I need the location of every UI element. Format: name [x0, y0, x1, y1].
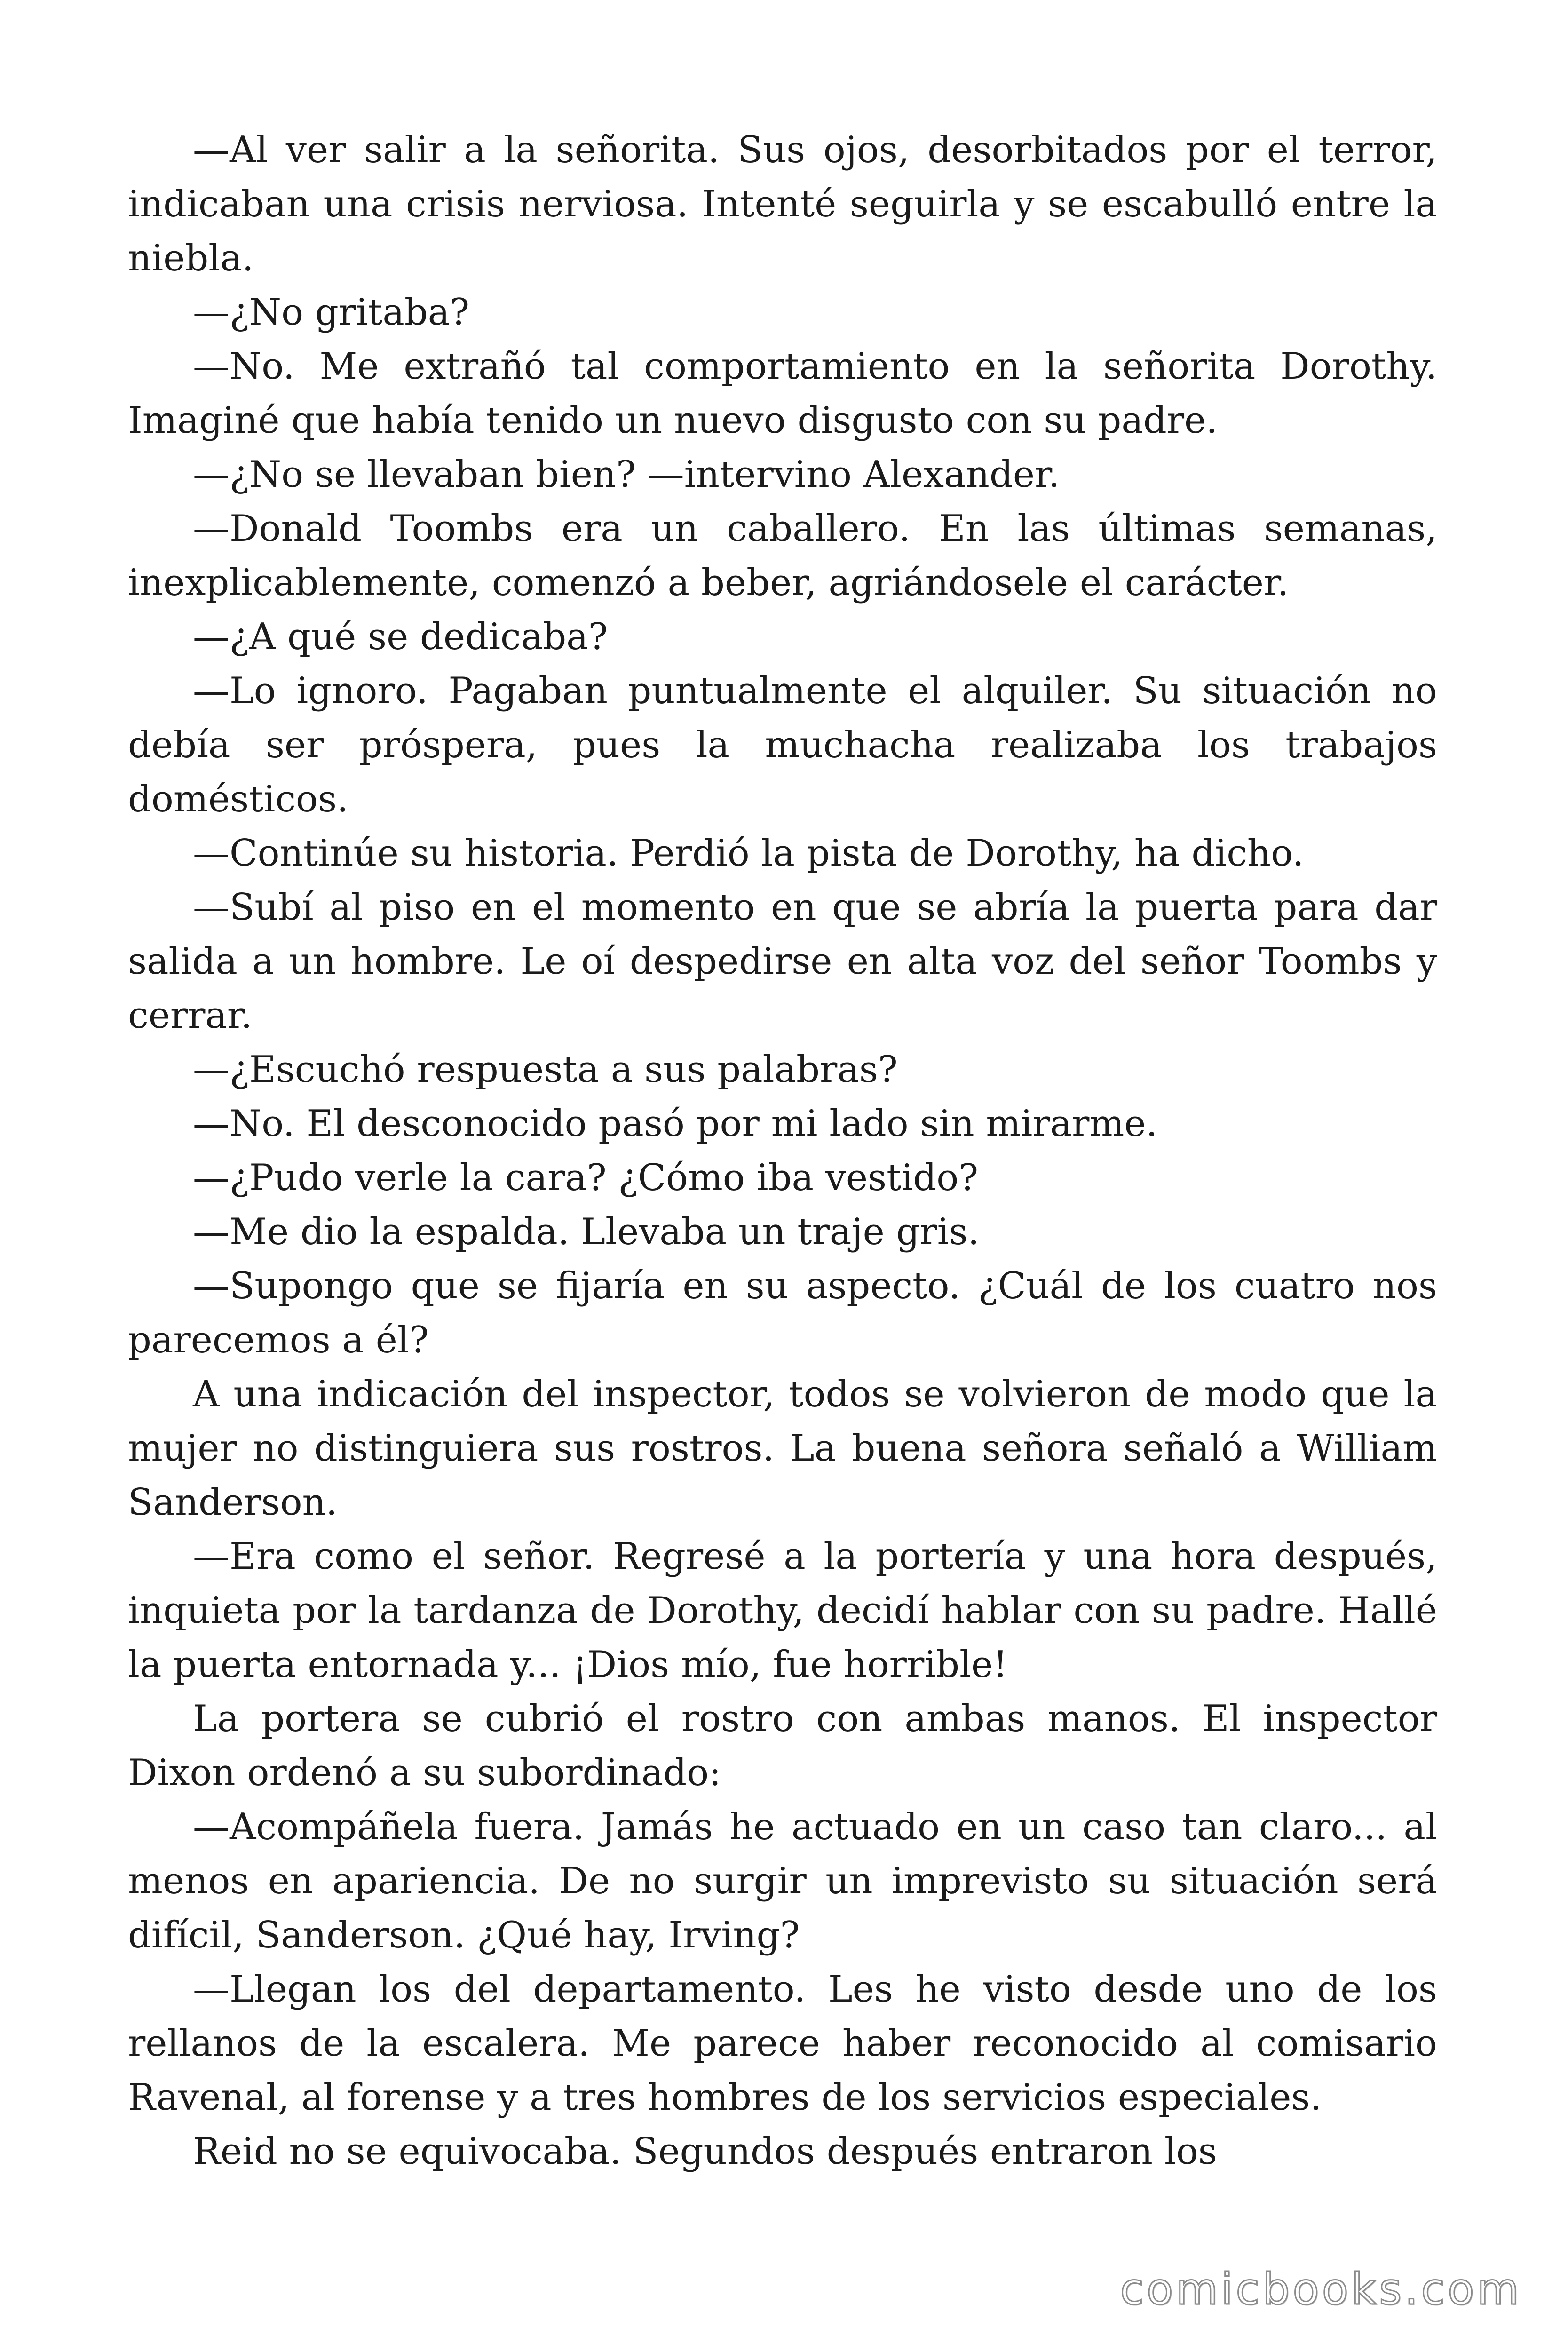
paragraph: —Era como el señor. Regresé a la portería y una hora después, inquieta por la tardanza de Dorothy, decidí hablar con su padre. Hallé la puerta entornada y... ¡Dios mío, fue horrible!	[128, 1535, 1437, 1686]
paragraph: —No. Me extrañó tal comportamiento en la señorita Dorothy. Imaginé que había tenido un nuevo disgusto con su padre.	[128, 345, 1437, 442]
paragraph: —Donald Toombs era un caballero. En las últimas semanas, inexplicablemente, comenzó a beber, agriándosele el carácter.	[128, 508, 1437, 604]
book-page-text	[128, 123, 1437, 2179]
paragraph: —Acompáñela fuera. Jamás he actuado en un caso tan claro... al menos en apariencia. De no surgir un imprevisto su situación será difícil, Sanderson. ¿Qué hay, Irving?	[128, 1806, 1437, 1956]
paragraph: La portera se cubrió el rostro con ambas manos. El inspector Dixon ordenó a su subordinado:	[128, 1698, 1437, 1794]
watermark-text: comicbooks.com	[1120, 2264, 1522, 2314]
paragraph: Reid no se equivocaba. Segundos después entraron los	[193, 2130, 1217, 2173]
paragraph: —Subí al piso en el momento en que se abría la puerta para dar salida a un hombre. Le oí despedirse en alta voz del señor Toombs y cerrar.	[128, 886, 1437, 1037]
paragraph: —¿Escuchó respuesta a sus palabras?	[193, 1049, 898, 1091]
paragraph: —Me dio la espalda. Llevaba un traje gris.	[193, 1211, 980, 1253]
paragraph: —¿A qué se dedicaba?	[193, 616, 608, 658]
paragraph: —Llegan los del departamento. Les he visto desde uno de los rellanos de la escalera. Me parece haber reconocido al comisario Ravenal, al forense y a tres hombres de los servicios especiales.	[128, 1968, 1437, 2119]
paragraph: —¿No gritaba?	[193, 291, 470, 334]
paragraph: —No. El desconocido pasó por mi lado sin mirarme.	[193, 1103, 1158, 1145]
paragraph: —Supongo que se fijaría en su aspecto. ¿Cuál de los cuatro nos parecemos a él?	[128, 1265, 1437, 1361]
paragraph: A una indicación del inspector, todos se volvieron de modo que la mujer no distinguiera sus rostros. La buena señora señaló a William Sanderson.	[128, 1373, 1437, 1524]
paragraph: —¿Pudo verle la cara? ¿Cómo iba vestido?	[193, 1157, 979, 1199]
paragraph: —Continúe su historia. Perdió la pista de Dorothy, ha dicho.	[193, 832, 1304, 874]
paragraph: —Lo ignoro. Pagaban puntualmente el alquiler. Su situación no debía ser próspera, pues la muchacha realizaba los trabajos domésticos.	[128, 670, 1437, 820]
paragraph: —¿No se llevaban bien? —intervino Alexander.	[193, 453, 1060, 496]
paragraph: —Al ver salir a la señorita. Sus ojos, desorbitados por el terror, indicaban una crisis nerviosa. Intenté seguirla y se escabulló entre la niebla.	[128, 129, 1437, 279]
